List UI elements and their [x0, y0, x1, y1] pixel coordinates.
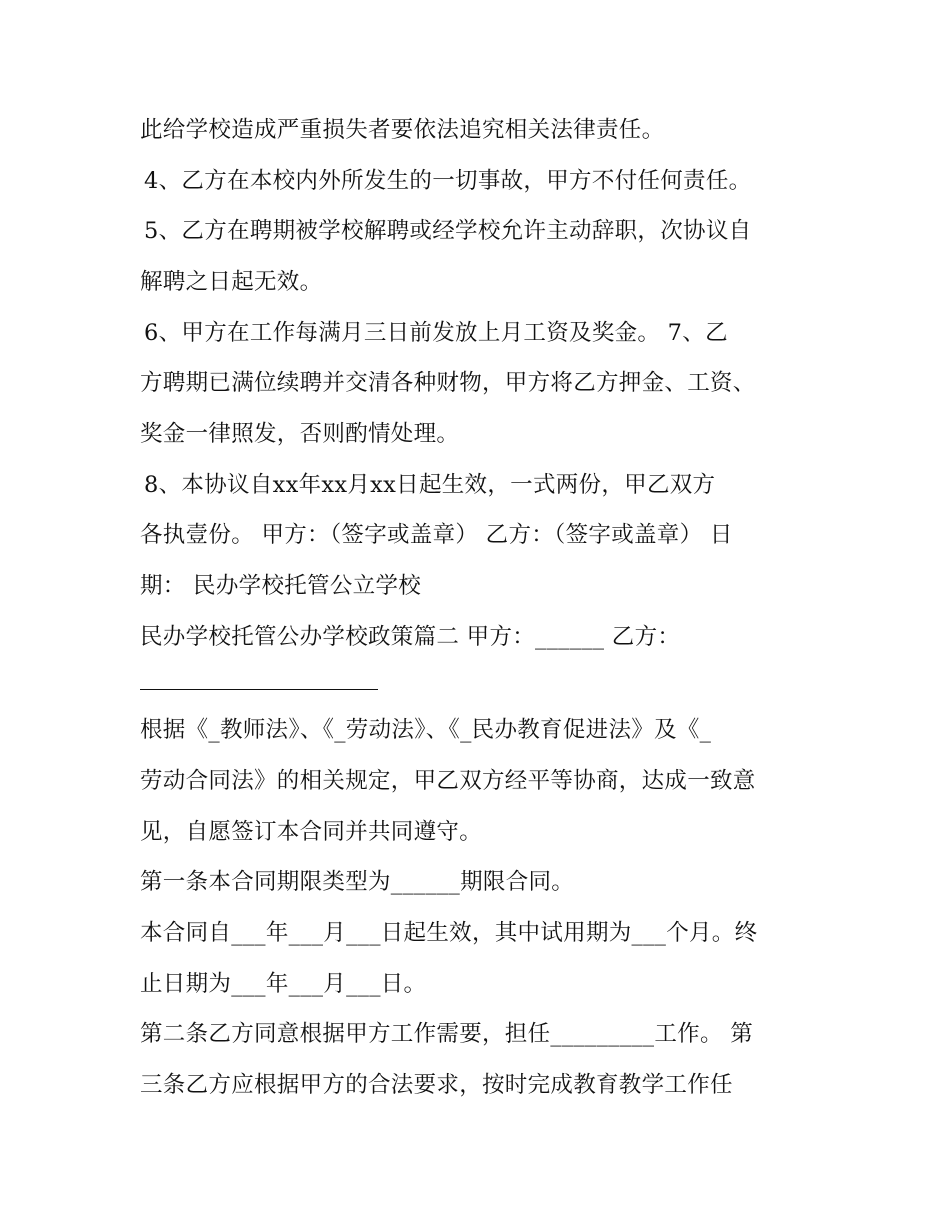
text-line: 见，自愿签订本合同并共同遵守。 [140, 819, 483, 845]
text-line: 奖金一律照发，否则酌情处理。 [140, 421, 460, 447]
text-line: 民办学校托管公办学校政策篇二 甲方：______ 乙方： [140, 624, 681, 650]
text-line: 8、本协议自xx年xx月xx日起生效，一式两份，甲乙双方 [144, 472, 716, 498]
text-line: 根据《_教师法》、《_劳动法》、《_民办教育促进法》及《_ [140, 717, 712, 743]
text-line: 本合同自___年___月___日起生效，其中试用期为___个月。终 [140, 920, 758, 946]
signature-underline [140, 689, 378, 690]
text-line: 6、甲方在工作每满月三日前发放上月工资及奖金。 7、乙 [144, 320, 728, 346]
text-line: 此给学校造成严重损失者要依法追究相关法律责任。 [140, 117, 665, 143]
text-line: 4、乙方在本校内外所发生的一切事故，甲方不付任何责任。 [144, 168, 752, 194]
text-line: 方聘期已满位续聘并交清各种财物，甲方将乙方押金、工资、 [140, 370, 756, 396]
text-line: 期： 民办学校托管公立学校 [140, 573, 422, 599]
text-line: 解聘之日起无效。 [140, 269, 323, 295]
text-line: 劳动合同法》的相关规定，甲乙双方经平等协商，达成一致意 [140, 768, 756, 794]
text-line: 第二条乙方同意根据甲方工作需要，担任_________工作。 第 [140, 1021, 754, 1047]
text-line: 三条乙方应根据甲方的合法要求，按时完成教育教学工作任 [140, 1072, 733, 1098]
text-line: 各执壹份。 甲方：（签字或盖章） 乙方：（签字或盖章） 日 [140, 522, 733, 548]
text-line: 止日期为___年___月___日。 [140, 971, 427, 997]
text-line: 第一条本合同期限类型为______期限合同。 [140, 869, 575, 895]
text-line: 5、乙方在聘期被学校解聘或经学校允许主动辞职，次协议自 [144, 218, 752, 244]
